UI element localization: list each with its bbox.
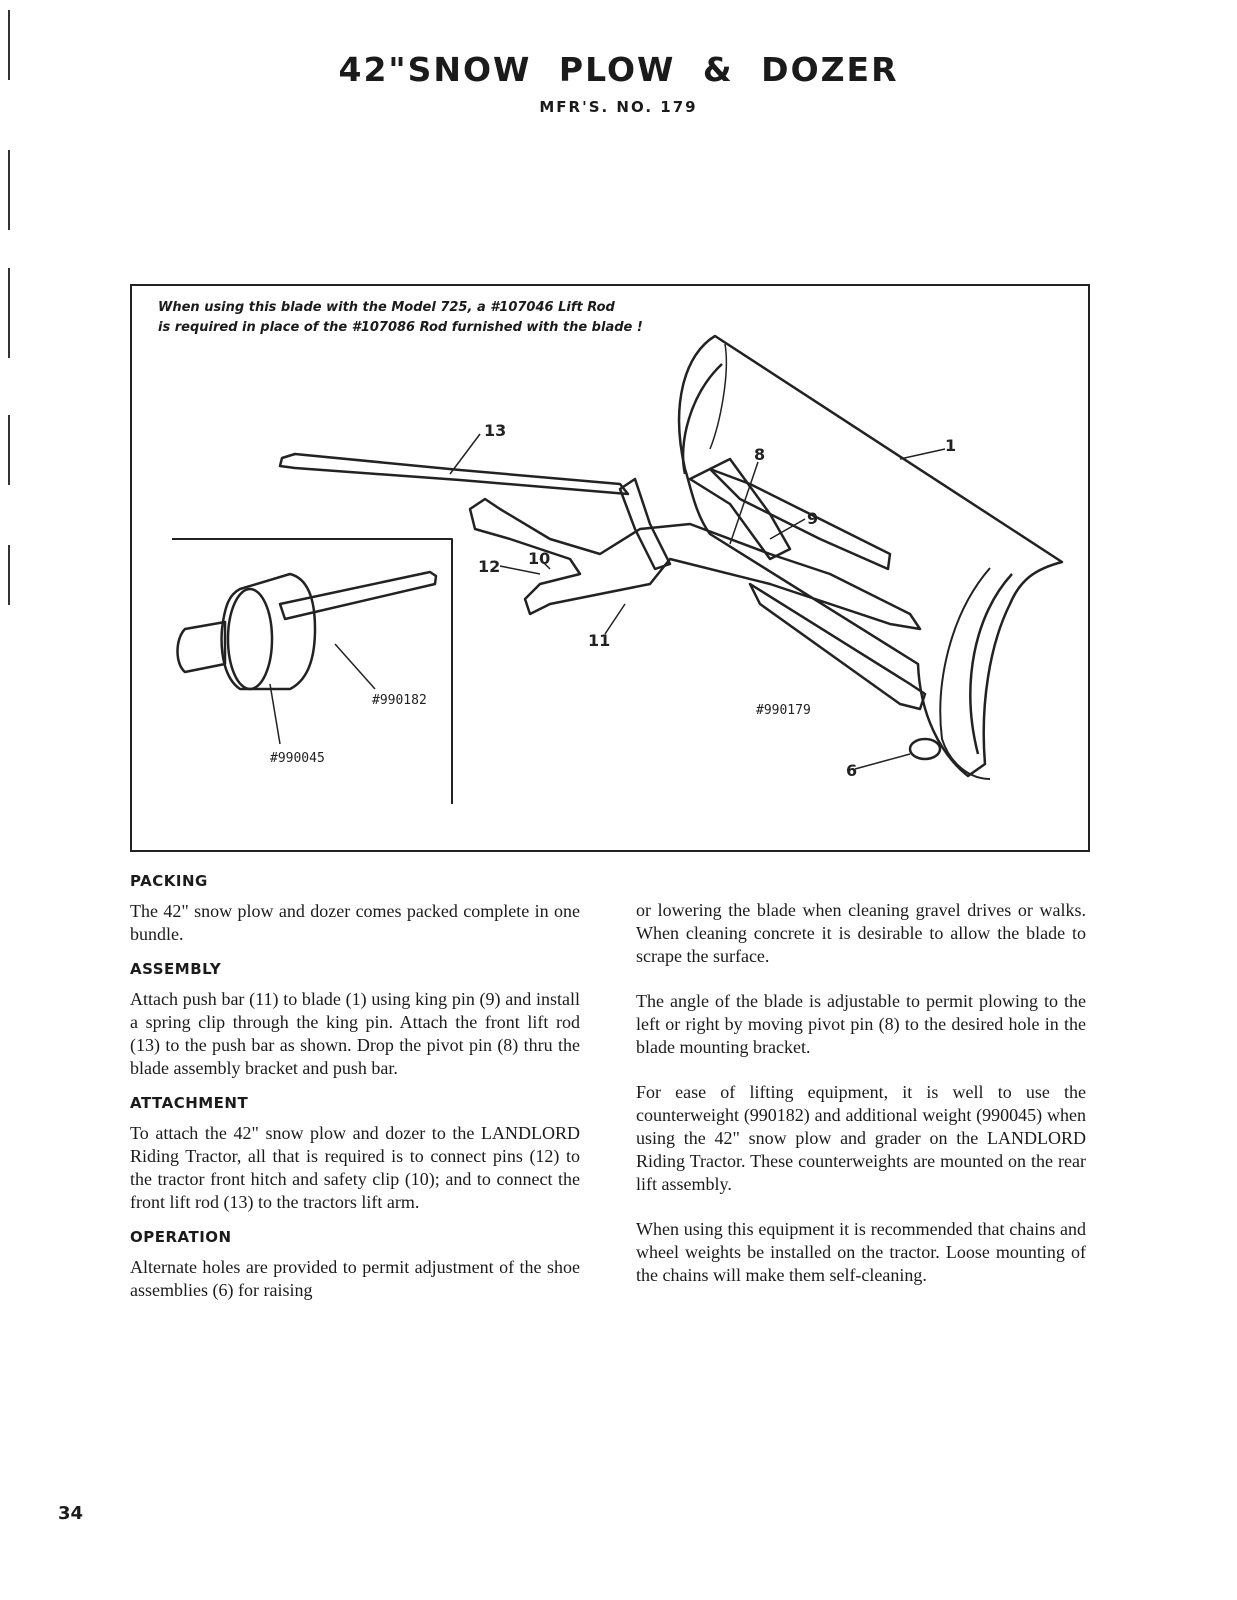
scan-edge-mark	[8, 415, 10, 485]
blade-shoe-curve	[940, 568, 990, 779]
leader-11	[605, 604, 625, 634]
callout-6: 6	[846, 761, 858, 780]
section-heading-attachment: ATTACHMENT	[130, 1094, 249, 1112]
counterweight-face	[228, 589, 272, 689]
blade-inner-edge	[710, 344, 726, 449]
callout-1: 1	[945, 436, 957, 455]
section-heading-operation: OPERATION	[130, 1228, 232, 1246]
figure-note-line: is required in place of the #107086 Rod furnished with the blade !	[158, 320, 643, 335]
scan-edge-mark	[8, 150, 10, 230]
callout-8: 8	[754, 445, 766, 464]
operation-text: Alternate holes are provided to permit adjustment of the shoe assemblies (6) for raising	[130, 1257, 580, 1300]
counterweight-body	[222, 574, 315, 689]
scan-edge-mark	[8, 268, 10, 358]
manufacturer-number: MFR'S. NO. 179	[539, 98, 698, 116]
counterweight-text: For ease of lifting equipment, it is well to use the counterweight (990182) and additional weight (990045) when using the 42" snow plow and grader on the LANDLORD Riding Tractor. These counterweights are mounted on the rear lift assembly.	[636, 1082, 1086, 1194]
part-number-blade: #990179	[756, 703, 811, 718]
right-column	[636, 899, 1086, 1309]
leader-1	[900, 449, 945, 459]
blade-brace	[750, 584, 925, 709]
left-column	[130, 872, 580, 1316]
inset-leader-1	[335, 644, 375, 689]
counterweight-shaft	[280, 572, 436, 619]
callout-13: 13	[484, 421, 507, 440]
page-title: 42"SNOW PLOW & DOZER	[338, 50, 899, 89]
leader-8	[730, 462, 758, 544]
lift-rod	[280, 454, 628, 494]
leader-6	[855, 754, 910, 769]
attachment-text: To attach the 42" snow plow and dozer to the LANDLORD Riding Tractor, all that is required is to connect pins (12) to the tractor front hitch and safety clip (10); and to connect the front lift rod (13) to the tractors lift arm.	[130, 1123, 580, 1212]
blade-outline	[679, 336, 1062, 776]
operation-continued-text: or lowering the blade when cleaning gravel drives or walks. When cleaning concrete it is desirable to allow the blade to scrape the surface.	[636, 900, 1086, 966]
section-heading-assembly: ASSEMBLY	[130, 960, 222, 978]
inset-leader-2	[270, 684, 280, 744]
callout-12: 12	[478, 557, 501, 576]
shoe-assembly	[910, 739, 940, 759]
callout-10: 10	[528, 549, 551, 568]
snow-plow-illustration	[130, 284, 1090, 852]
section-heading-packing: PACKING	[130, 872, 208, 890]
page-number: 34	[58, 1503, 84, 1524]
leader-13	[450, 434, 480, 474]
callout-9: 9	[807, 509, 819, 528]
blade-curve-left	[683, 364, 722, 474]
blade-angle-text: The angle of the blade is adjustable to permit plowing to the left or right by moving pivot pin (8) to the desired hole in the blade mounting bracket.	[636, 991, 1086, 1057]
counterweight-hub	[178, 622, 226, 672]
chains-text: When using this equipment it is recommended that chains and wheel weights be installed on the tractor. Loose mounting of the chains will make them self-cleaning.	[636, 1219, 1086, 1285]
figure-note	[158, 298, 758, 338]
scan-edge-mark	[8, 545, 10, 605]
packing-text: The 42" snow plow and dozer comes packed complete in one bundle.	[130, 901, 580, 944]
assembly-text: Attach push bar (11) to blade (1) using king pin (9) and install a spring clip through the king pin. Attach the front lift rod (13) to the push bar as shown. Drop the pivot pin (8) thru the blade assembly bracket and push bar.	[130, 989, 580, 1078]
part-number-counterweight: #990182	[372, 693, 427, 708]
callout-11: 11	[588, 631, 611, 650]
king-pin-arm	[710, 469, 890, 569]
figure-note-line: When using this blade with the Model 725, a #107046 Lift Rod	[158, 300, 615, 315]
part-number-weight: #990045	[270, 751, 325, 766]
